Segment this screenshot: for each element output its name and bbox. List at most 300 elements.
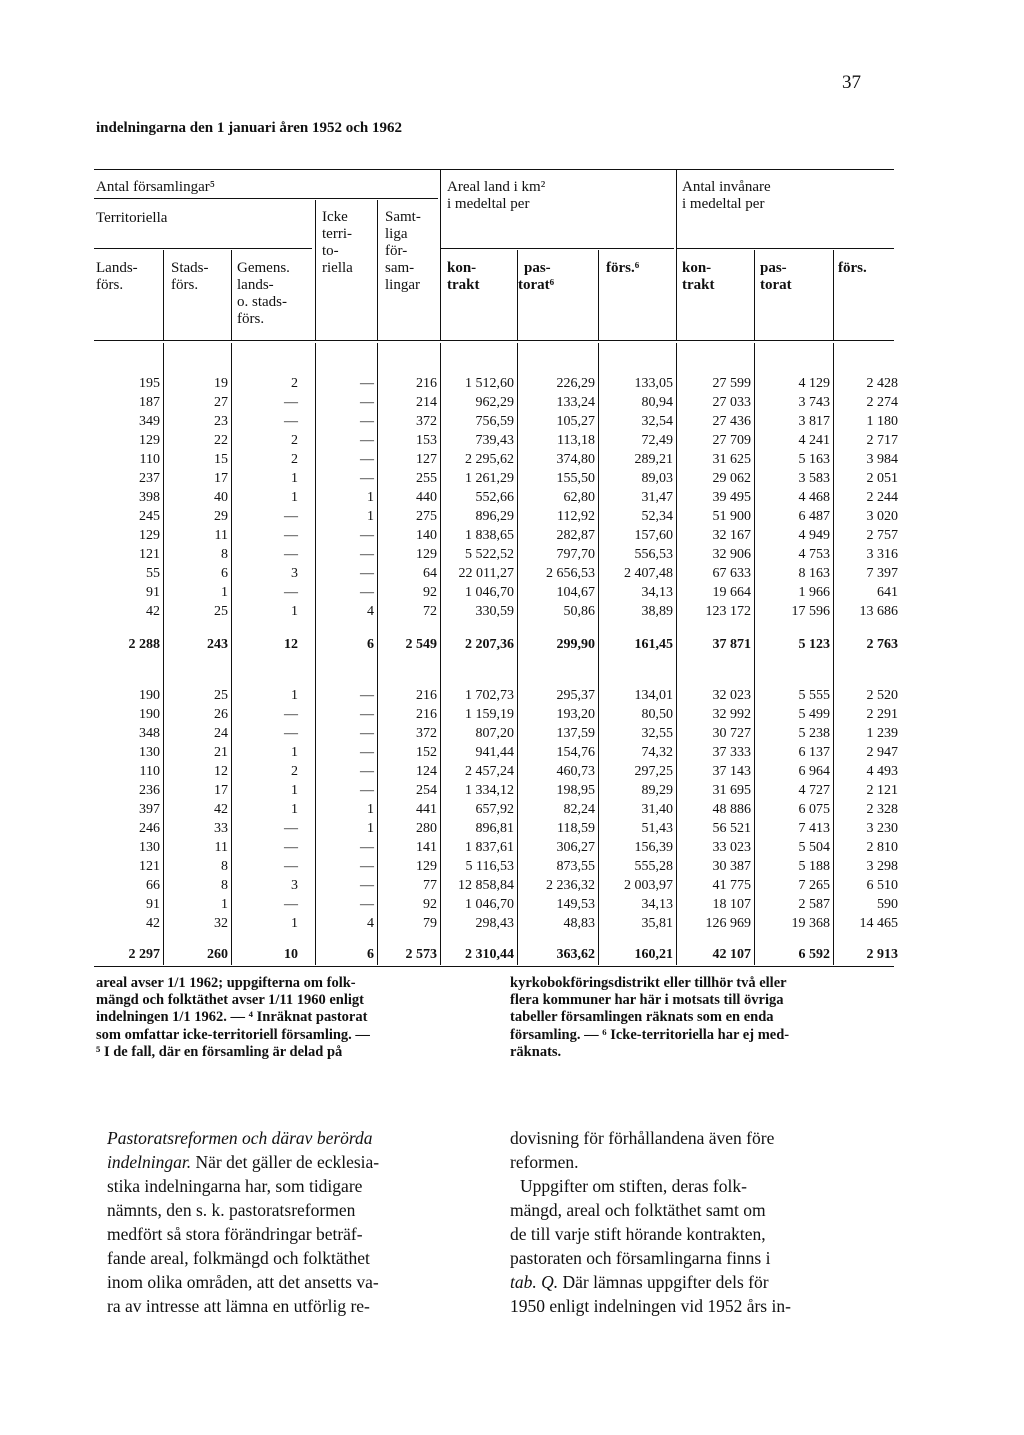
cell-gemensamma: — (284, 509, 298, 524)
body-right-line: pastoraten och församlingarna finns i (510, 1248, 771, 1268)
cell-inv-fors: 3 230 (866, 821, 898, 836)
cell-inv-pastorat: 4 727 (798, 783, 830, 798)
cell-samtliga: 216 (416, 707, 437, 722)
cell-inv-fors: 2 810 (866, 840, 898, 855)
cell-icke-territoriella: — (360, 376, 374, 391)
body-left-line: ra av intresse att lämna en utförlig re- (107, 1296, 370, 1316)
cell-inv-fors: 2 121 (866, 783, 898, 798)
page-number: 37 (842, 72, 861, 93)
cell-inv-kontrakt: 32 167 (712, 528, 751, 543)
cell-stadsfors: 27 (214, 395, 228, 410)
cell-inv-fors: 2 757 (866, 528, 898, 543)
table-row (0, 545, 1024, 564)
footnote-left-line: mängd och folktäthet avser 1/11 1960 enligt (96, 992, 364, 1009)
cell-areal-fors: 80,50 (641, 707, 673, 722)
col-divider (833, 250, 834, 340)
cell-landsfors: 195 (139, 376, 160, 391)
cell-inv-kontrakt: 32 992 (712, 707, 751, 722)
header-areal-1: Areal land i km² (447, 179, 546, 195)
cell-inv-pastorat: 2 587 (798, 897, 830, 912)
cell-icke-territoriella: — (360, 471, 374, 486)
cell-landsfors: 130 (139, 840, 160, 855)
cell-landsfors: 398 (139, 490, 160, 505)
cell-inv-kontrakt: 18 107 (712, 897, 751, 912)
cell-landsfors: 91 (146, 897, 160, 912)
header-icke-4: riella (322, 260, 353, 276)
cell-areal-fors: 74,32 (641, 745, 673, 760)
cell-icke-territoriella: — (360, 585, 374, 600)
cell-areal-kontrakt: 962,29 (475, 395, 514, 410)
cell-inv-fors: 2 913 (866, 947, 898, 962)
cell-areal-fors: 2 003,97 (624, 878, 673, 893)
table-row (0, 857, 1024, 876)
cell-inv-kontrakt: 42 107 (712, 947, 751, 962)
cell-stadsfors: 8 (221, 878, 228, 893)
footnote-right-line: församling. — ⁶ Icke-territoriella har ej med- (510, 1026, 790, 1043)
header-areal-kontrakt-2: trakt (447, 277, 480, 293)
header-landsfors-1: Lands- (96, 260, 138, 276)
header-inv-kontrakt-2: trakt (682, 277, 715, 293)
cell-inv-fors: 2 274 (866, 395, 898, 410)
cell-areal-pastorat: 226,29 (556, 376, 595, 391)
body-right-line: 1950 enligt indelningen vid 1952 års in- (510, 1296, 791, 1316)
cell-stadsfors: 12 (214, 764, 228, 779)
cell-areal-fors: 72,49 (641, 433, 673, 448)
cell-stadsfors: 25 (214, 688, 228, 703)
cell-areal-pastorat: 2 236,32 (546, 878, 595, 893)
table-row (0, 876, 1024, 895)
cell-areal-kontrakt: 5 116,53 (465, 859, 514, 874)
cell-samtliga: 127 (416, 452, 437, 467)
cell-icke-territoriella: — (360, 566, 374, 581)
cell-gemensamma: — (284, 585, 298, 600)
cell-icke-territoriella: — (360, 764, 374, 779)
cell-inv-kontrakt: 27 599 (712, 376, 751, 391)
cell-areal-kontrakt: 896,81 (475, 821, 514, 836)
cell-areal-pastorat: 104,67 (556, 585, 595, 600)
footnote-left-line: som omfattar icke-territoriell församling. — (96, 1026, 370, 1043)
cell-areal-kontrakt: 2 457,24 (465, 764, 514, 779)
cell-landsfors: 190 (139, 688, 160, 703)
cell-gemensamma: 1 (291, 604, 298, 619)
cell-inv-kontrakt: 126 969 (705, 916, 751, 931)
col-divider (754, 250, 755, 340)
cell-samtliga: 275 (416, 509, 437, 524)
cell-inv-fors: 641 (877, 585, 898, 600)
cell-inv-kontrakt: 37 871 (712, 637, 751, 652)
header-gemens-2: lands- (237, 277, 274, 293)
cell-inv-pastorat: 7 413 (798, 821, 830, 836)
header-top-rule (94, 169, 894, 170)
cell-landsfors: 91 (146, 585, 160, 600)
cell-areal-pastorat: 299,90 (556, 637, 595, 652)
cell-areal-fors: 134,01 (634, 688, 673, 703)
cell-inv-kontrakt: 33 023 (712, 840, 751, 855)
cell-areal-fors: 31,47 (641, 490, 673, 505)
table-row (0, 914, 1024, 933)
cell-gemensamma: — (284, 707, 298, 722)
col-divider (517, 250, 518, 340)
cell-inv-kontrakt: 19 664 (712, 585, 751, 600)
header-areal-pastorat-2: torat⁶ (518, 277, 555, 293)
cell-inv-pastorat: 3 583 (798, 471, 830, 486)
cell-gemensamma: 2 (291, 764, 298, 779)
body-left-line: medfört så stora förändringar beträf- (107, 1224, 363, 1244)
header-icke-2: terri- (322, 226, 352, 242)
cell-icke-territoriella: — (360, 726, 374, 741)
cell-icke-territoriella: — (360, 547, 374, 562)
cell-areal-pastorat: 374,80 (556, 452, 595, 467)
cell-samtliga: 254 (416, 783, 437, 798)
cell-inv-fors: 2 520 (866, 688, 898, 703)
cell-areal-kontrakt: 896,29 (475, 509, 514, 524)
cell-areal-fors: 35,81 (641, 916, 673, 931)
cell-samtliga: 2 549 (405, 637, 437, 652)
table-row (0, 819, 1024, 838)
cell-samtliga: 64 (423, 566, 437, 581)
col-divider (377, 200, 378, 340)
cell-areal-kontrakt: 22 011,27 (458, 566, 514, 581)
cell-inv-kontrakt: 32 023 (712, 688, 751, 703)
cell-inv-kontrakt: 31 695 (712, 783, 751, 798)
header-inv-kontrakt-1: kon- (682, 260, 712, 276)
cell-gemensamma: 12 (284, 637, 298, 652)
cell-icke-territoriella: 6 (367, 947, 374, 962)
cell-areal-fors: 31,40 (641, 802, 673, 817)
cell-landsfors: 121 (139, 547, 160, 562)
cell-areal-fors: 556,53 (634, 547, 673, 562)
section-title-continued: indelningar. (107, 1152, 192, 1172)
cell-icke-territoriella: — (360, 707, 374, 722)
cell-areal-pastorat: 137,59 (556, 726, 595, 741)
table-row (0, 431, 1024, 450)
header-inv-fors: förs. (838, 260, 867, 276)
header-gemens-3: o. stads- (237, 294, 287, 310)
cell-gemensamma: — (284, 547, 298, 562)
cell-samtliga: 372 (416, 414, 437, 429)
body-column-left (107, 1126, 497, 1318)
cell-inv-pastorat: 4 949 (798, 528, 830, 543)
cell-icke-territoriella: 4 (367, 916, 374, 931)
cell-inv-fors: 6 510 (866, 878, 898, 893)
table-row (0, 526, 1024, 545)
footnote-right (510, 975, 910, 1061)
cell-inv-pastorat: 5 238 (798, 726, 830, 741)
cell-inv-pastorat: 1 966 (798, 585, 830, 600)
cell-areal-fors: 80,94 (641, 395, 673, 410)
header-samt-4: sam- (385, 260, 415, 276)
cell-gemensamma: — (284, 395, 298, 410)
cell-inv-kontrakt: 37 143 (712, 764, 751, 779)
cell-samtliga: 124 (416, 764, 437, 779)
header-areal-pastorat-1: pas- (524, 260, 551, 276)
cell-inv-pastorat: 4 468 (798, 490, 830, 505)
cell-inv-pastorat: 4 241 (798, 433, 830, 448)
cell-gemensamma: 3 (291, 878, 298, 893)
cell-inv-pastorat: 5 188 (798, 859, 830, 874)
cell-inv-pastorat: 3 817 (798, 414, 830, 429)
cell-inv-pastorat: 5 504 (798, 840, 830, 855)
cell-stadsfors: 26 (214, 707, 228, 722)
cell-areal-pastorat: 193,20 (556, 707, 595, 722)
cell-areal-kontrakt: 1 261,29 (465, 471, 514, 486)
cell-samtliga: 141 (416, 840, 437, 855)
footnote-right-line: räknats. (510, 1043, 562, 1060)
cell-areal-kontrakt: 1 512,60 (465, 376, 514, 391)
cell-inv-fors: 2 428 (866, 376, 898, 391)
cell-inv-pastorat: 7 265 (798, 878, 830, 893)
cell-gemensamma: 1 (291, 471, 298, 486)
header-icke-3: to- (322, 243, 339, 259)
header-icke-1: Icke (322, 209, 348, 225)
cell-stadsfors: 29 (214, 509, 228, 524)
cell-landsfors: 129 (139, 528, 160, 543)
cell-areal-pastorat: 797,70 (556, 547, 595, 562)
table-bottom-rule (94, 966, 894, 967)
cell-samtliga: 72 (423, 604, 437, 619)
header-inv-pastorat-2: torat (760, 277, 792, 293)
cell-areal-kontrakt: 552,66 (475, 490, 514, 505)
cell-areal-kontrakt: 330,59 (475, 604, 514, 619)
cell-landsfors: 2 297 (128, 947, 160, 962)
cell-landsfors: 110 (139, 452, 160, 467)
footnote-left (96, 975, 496, 1061)
body-right-line: Där lämnas uppgifter dels för (558, 1272, 769, 1292)
cell-gemensamma: 3 (291, 566, 298, 581)
col-divider (231, 250, 232, 340)
cell-inv-kontrakt: 48 886 (712, 802, 751, 817)
cell-areal-pastorat: 295,37 (556, 688, 595, 703)
cell-gemensamma: 2 (291, 433, 298, 448)
footnote-left-line: areal avser 1/1 1962; uppgifterna om folk- (96, 975, 356, 991)
cell-samtliga: 92 (423, 585, 437, 600)
cell-areal-kontrakt: 739,43 (475, 433, 514, 448)
cell-landsfors: 110 (139, 764, 160, 779)
cell-areal-kontrakt: 2 310,44 (465, 947, 514, 962)
cell-areal-pastorat: 82,24 (563, 802, 595, 817)
cell-samtliga: 280 (416, 821, 437, 836)
body-column-right (510, 1126, 910, 1318)
header-rule-areal (440, 248, 674, 249)
cell-landsfors: 2 288 (128, 637, 160, 652)
cell-areal-fors: 89,03 (641, 471, 673, 486)
cell-areal-pastorat: 2 656,53 (546, 566, 595, 581)
header-areal-2: i medeltal per (447, 196, 530, 212)
cell-inv-kontrakt: 27 709 (712, 433, 751, 448)
cell-landsfors: 121 (139, 859, 160, 874)
cell-areal-kontrakt: 298,43 (475, 916, 514, 931)
cell-inv-pastorat: 19 368 (791, 916, 830, 931)
cell-areal-fors: 32,54 (641, 414, 673, 429)
cell-stadsfors: 17 (214, 783, 228, 798)
header-rule-forsamlingar (94, 198, 438, 199)
cell-areal-pastorat: 118,59 (557, 821, 595, 836)
header-gemens-1: Gemens. (237, 260, 290, 276)
cell-gemensamma: 1 (291, 916, 298, 931)
cell-stadsfors: 8 (221, 547, 228, 562)
cell-stadsfors: 19 (214, 376, 228, 391)
cell-stadsfors: 24 (214, 726, 228, 741)
cell-areal-fors: 157,60 (634, 528, 673, 543)
cell-samtliga: 216 (416, 688, 437, 703)
cell-samtliga: 140 (416, 528, 437, 543)
cell-icke-territoriella: — (360, 878, 374, 893)
cell-samtliga: 129 (416, 547, 437, 562)
cell-samtliga: 152 (416, 745, 437, 760)
cell-areal-kontrakt: 5 522,52 (465, 547, 514, 562)
cell-gemensamma: — (284, 414, 298, 429)
table-total-row (0, 945, 1024, 964)
table-row (0, 374, 1024, 393)
cell-gemensamma: — (284, 528, 298, 543)
cell-inv-pastorat: 6 075 (798, 802, 830, 817)
cell-icke-territoriella: 1 (367, 802, 374, 817)
cell-areal-pastorat: 306,27 (556, 840, 595, 855)
cell-stadsfors: 11 (214, 840, 228, 855)
header-gemens-4: förs. (237, 311, 265, 327)
cell-samtliga: 216 (416, 376, 437, 391)
cell-stadsfors: 21 (214, 745, 228, 760)
cell-areal-kontrakt: 756,59 (475, 414, 514, 429)
cell-gemensamma: 1 (291, 688, 298, 703)
cell-areal-pastorat: 48,83 (563, 916, 595, 931)
cell-inv-fors: 1 180 (866, 414, 898, 429)
cell-stadsfors: 8 (221, 859, 228, 874)
cell-icke-territoriella: — (360, 859, 374, 874)
cell-areal-pastorat: 363,62 (556, 947, 595, 962)
cell-areal-fors: 34,13 (641, 897, 673, 912)
cell-stadsfors: 11 (214, 528, 228, 543)
footnote-left-line: indelningen 1/1 1962. — ⁴ Inräknat pastorat (96, 1009, 368, 1026)
footnote-right-line: flera kommuner har här i motsats till övriga (510, 992, 784, 1009)
cell-gemensamma: — (284, 726, 298, 741)
table-row (0, 583, 1024, 602)
header-samt-2: liga (385, 226, 408, 242)
header-landsfors-2: förs. (96, 277, 124, 293)
table-row (0, 469, 1024, 488)
cell-inv-kontrakt: 41 775 (712, 878, 751, 893)
col-divider (598, 250, 599, 340)
header-rule-invanare (676, 248, 894, 249)
cell-inv-pastorat: 3 743 (798, 395, 830, 410)
cell-landsfors: 245 (139, 509, 160, 524)
body-left-line: fande areal, folkmängd och folktäthet (107, 1248, 370, 1268)
cell-inv-fors: 7 397 (866, 566, 898, 581)
cell-gemensamma: — (284, 840, 298, 855)
cell-areal-kontrakt: 1 159,19 (465, 707, 514, 722)
cell-inv-kontrakt: 123 172 (705, 604, 751, 619)
cell-areal-pastorat: 155,50 (556, 471, 595, 486)
cell-stadsfors: 22 (214, 433, 228, 448)
cell-gemensamma: 1 (291, 783, 298, 798)
cell-areal-fors: 133,05 (634, 376, 673, 391)
cell-icke-territoriella: 1 (367, 821, 374, 836)
cell-landsfors: 397 (139, 802, 160, 817)
cell-inv-fors: 13 686 (859, 604, 898, 619)
cell-areal-fors: 89,29 (641, 783, 673, 798)
cell-areal-fors: 38,89 (641, 604, 673, 619)
header-areal-kontrakt-1: kon- (447, 260, 477, 276)
cell-stadsfors: 1 (221, 897, 228, 912)
body-left-line: När det gäller de ecklesia- (191, 1152, 380, 1172)
cell-landsfors: 246 (139, 821, 160, 836)
cell-icke-territoriella: — (360, 688, 374, 703)
cell-stadsfors: 40 (214, 490, 228, 505)
cell-areal-fors: 161,45 (634, 637, 673, 652)
cell-inv-pastorat: 5 163 (798, 452, 830, 467)
cell-inv-kontrakt: 67 633 (712, 566, 751, 581)
cell-areal-kontrakt: 2 207,36 (465, 637, 514, 652)
cell-landsfors: 348 (139, 726, 160, 741)
body-right-line: reformen. (510, 1152, 579, 1172)
cell-inv-kontrakt: 27 436 (712, 414, 751, 429)
cell-landsfors: 55 (146, 566, 160, 581)
cell-samtliga: 79 (423, 916, 437, 931)
table-row (0, 450, 1024, 469)
cell-inv-kontrakt: 56 521 (712, 821, 751, 836)
col-divider (440, 170, 441, 340)
cell-inv-kontrakt: 37 333 (712, 745, 751, 760)
cell-samtliga: 153 (416, 433, 437, 448)
cell-areal-kontrakt: 1 838,65 (465, 528, 514, 543)
cell-areal-pastorat: 154,76 (556, 745, 595, 760)
cell-landsfors: 129 (139, 433, 160, 448)
cell-samtliga: 129 (416, 859, 437, 874)
table-row (0, 838, 1024, 857)
cell-gemensamma: 1 (291, 490, 298, 505)
cell-inv-pastorat: 5 499 (798, 707, 830, 722)
cell-inv-pastorat: 5 555 (798, 688, 830, 703)
cell-icke-territoriella: 6 (367, 637, 374, 652)
cell-landsfors: 66 (146, 878, 160, 893)
cell-inv-pastorat: 6 964 (798, 764, 830, 779)
cell-areal-kontrakt: 12 858,84 (458, 878, 514, 893)
body-right-line: Uppgifter om stiften, deras folk- (520, 1176, 747, 1196)
cell-stadsfors: 6 (221, 566, 228, 581)
cell-stadsfors: 243 (207, 637, 228, 652)
body-right-line: dovisning för förhållandena även före (510, 1128, 775, 1148)
cell-stadsfors: 17 (214, 471, 228, 486)
table-row (0, 781, 1024, 800)
cell-areal-pastorat: 112,92 (557, 509, 595, 524)
header-stadsfors-1: Stads- (171, 260, 209, 276)
cell-inv-fors: 4 493 (866, 764, 898, 779)
cell-landsfors: 190 (139, 707, 160, 722)
cell-icke-territoriella: — (360, 528, 374, 543)
col-divider (315, 200, 316, 340)
table-row (0, 724, 1024, 743)
header-inv-pastorat-1: pas- (760, 260, 787, 276)
table-reference: tab. Q. (510, 1272, 559, 1292)
cell-areal-kontrakt: 1 837,61 (465, 840, 514, 855)
cell-samtliga: 92 (423, 897, 437, 912)
cell-areal-fors: 297,25 (634, 764, 673, 779)
cell-areal-kontrakt: 941,44 (475, 745, 514, 760)
cell-inv-kontrakt: 51 900 (712, 509, 751, 524)
cell-inv-kontrakt: 29 062 (712, 471, 751, 486)
cell-stadsfors: 42 (214, 802, 228, 817)
cell-inv-pastorat: 17 596 (791, 604, 830, 619)
cell-gemensamma: 2 (291, 452, 298, 467)
cell-landsfors: 349 (139, 414, 160, 429)
cell-landsfors: 42 (146, 604, 160, 619)
cell-inv-pastorat: 8 163 (798, 566, 830, 581)
header-antal-forsamlingar: Antal församlingar⁵ (96, 179, 215, 195)
cell-areal-fors: 555,28 (634, 859, 673, 874)
cell-gemensamma: 1 (291, 802, 298, 817)
table-row (0, 800, 1024, 819)
table-row (0, 393, 1024, 412)
